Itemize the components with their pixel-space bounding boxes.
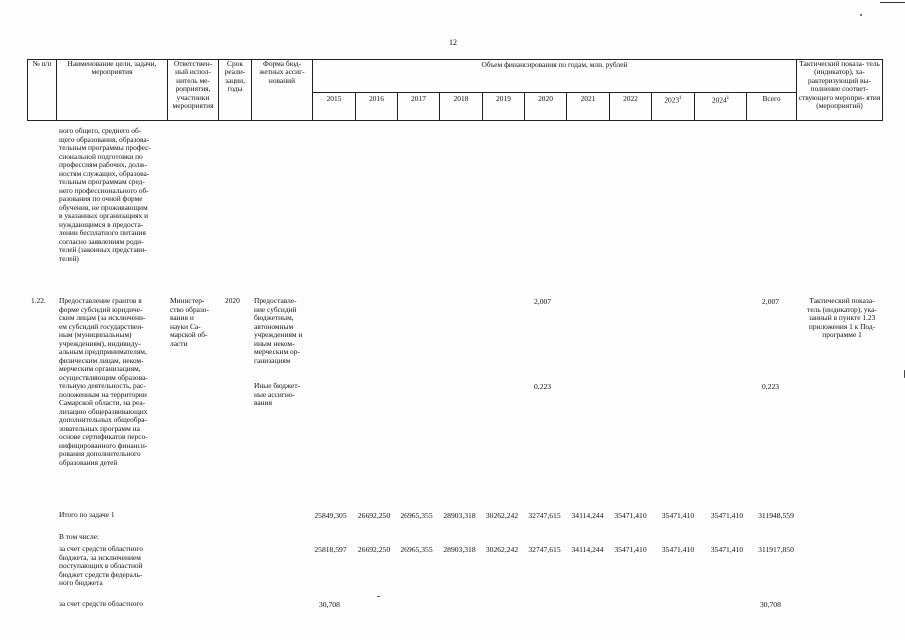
header-year-2024: 2024$^1$ <box>694 92 747 121</box>
row-name: Предоставление грантов в форме субсидий юридиче- ским лицам (за исключени- ем субсидий государствен- ным (муниципальным) учреждениям), индивиду- альным предпринимателям, физическим лицам, неком- мерческим организациям, осуществляющим образова- тельную деятельность, рас- положенным на территории Самарской области, на реа- лизацию общеразвивающих дополнительных общеобра- зовательных программ на основе сертификатов персо- нифицированного финанси- рования дополнительного образования детей <box>59 297 148 467</box>
regional-2022: 35471,410 <box>614 545 647 554</box>
scan-speck <box>860 14 862 16</box>
header-year-2021: 2021 <box>566 92 610 121</box>
regional-2018: 28903,318 <box>443 545 476 554</box>
row-value-2020-b: 0,223 <box>534 382 552 391</box>
task-total-label: Итого по задаче 1 <box>59 511 115 519</box>
header-year-2019: 2019 <box>482 92 525 121</box>
header-year-2022: 2022 <box>609 92 652 121</box>
task-total-all: 311948,559 <box>758 511 794 520</box>
task-total-2019: 30262,242 <box>485 511 519 520</box>
row-form-subsidies: Предоставле- ние субсидий бюджетным, автономным учреждениям и иным неком- мерческим ор- ганизациям <box>254 297 303 365</box>
task-total-2020: 32747,615 <box>528 511 561 520</box>
header-col-form: Форма бюд- жетных ассиг- нований <box>251 59 313 121</box>
regional-2021: 34114,244 <box>571 545 604 554</box>
task-total-2016: 26692,250 <box>357 511 391 520</box>
row-responsible: Министер- ство образо- вания и науки Са- марской об- ласти <box>170 297 209 348</box>
task-total-2023: 35471,410 <box>661 511 695 520</box>
header-total: Всего <box>746 92 797 121</box>
task-total-2015: 25849,305 <box>314 511 347 520</box>
regional-budget-label: за счет средств областного бюджета, за исключением поступающих в областной бюджет средств федераль- ного бюджета <box>59 545 143 587</box>
row-indicator: Тактический показа- тель (индикатор), ука- занный в пункте 1.23 приложения 1 к Под- программе 1 <box>807 297 877 339</box>
header-col-num: № п/п <box>27 59 57 121</box>
regional-budget-2-total: 30,708 <box>760 600 781 609</box>
page-number: 12 <box>449 38 457 47</box>
task-total-values <box>308 511 802 520</box>
row-value-2020-a: 2,007 <box>534 297 552 306</box>
regional-total: 311917,850 <box>758 545 794 554</box>
header-year-2016: 2016 <box>355 92 398 121</box>
regional-2015: 25818,597 <box>314 545 347 554</box>
header-col-name: Наименование цели, задачи, мероприятия <box>56 59 168 121</box>
task-total-2017: 26965,355 <box>400 511 433 520</box>
regional-budget-2-label: за счет средств областного <box>59 600 143 608</box>
task-total-2018: 28903,318 <box>443 511 476 520</box>
regional-2023: 35471,410 <box>661 545 695 554</box>
header-col-finance: Объем финансирования по годам, млн. рублей <box>312 59 797 93</box>
header-year-2015: 2015 <box>312 92 356 121</box>
regional-budget-values <box>308 545 802 554</box>
corner-rule <box>880 2 905 3</box>
row-number: 1.22. <box>31 297 46 305</box>
header-col-responsible: Ответствен- ный испол- нитель ме- роприятия, участники мероприятия <box>167 59 219 121</box>
regional-2024: 35471,410 <box>710 545 744 554</box>
task-total-2022: 35471,410 <box>614 511 647 520</box>
regional-2020: 32747,615 <box>528 545 561 554</box>
regional-2019: 30262,242 <box>485 545 519 554</box>
footnote-mark-2024: 1 <box>726 96 730 101</box>
header-year-2018: 2018 <box>439 92 483 121</box>
row-total-b: 0,223 <box>762 382 780 391</box>
header-year-2017: 2017 <box>397 92 440 121</box>
row-form-other: Иные бюджет- ные ассигно- вания <box>254 382 301 407</box>
regional-2016: 26692,250 <box>357 545 391 554</box>
regional-budget-2-2015: 30,708 <box>319 600 340 609</box>
header-year-2020: 2020 <box>524 92 567 121</box>
header-col-indicator: Тактический показа- тель (индикатор), ха- рактеризующий вы- полнение соответ- ствующего меропри- ятия (мероприятий) <box>796 59 883 121</box>
continuation-text: ного общего, среднего об- щего образования, образова- тельным программы профес- сиональной подготовки по профессиям рабочих, долж- ностям служащих, образова- тельным программам сред- него профессионального об- разования по очной форме обучения, не проживающим в указанных организациях и нуждающимся в предоста- лении бесплатного питания согласно заявлениям роди- телей (законных представи- телей) <box>59 127 151 263</box>
footnote-mark-2023: 1 <box>679 96 682 101</box>
header-year-2023: 2023$^1$ <box>651 92 695 121</box>
including-label: В том числе: <box>59 533 99 541</box>
header-col-term: Срок реали- зации, годы <box>218 59 252 121</box>
row-total-a: 2,007 <box>762 297 780 306</box>
regional-2017: 26965,355 <box>400 545 433 554</box>
task-total-2024: 35471,410 <box>710 511 744 520</box>
task-total-2021: 34114,244 <box>571 511 604 520</box>
row-term: 2020 <box>225 297 240 305</box>
scan-speck <box>377 596 380 597</box>
